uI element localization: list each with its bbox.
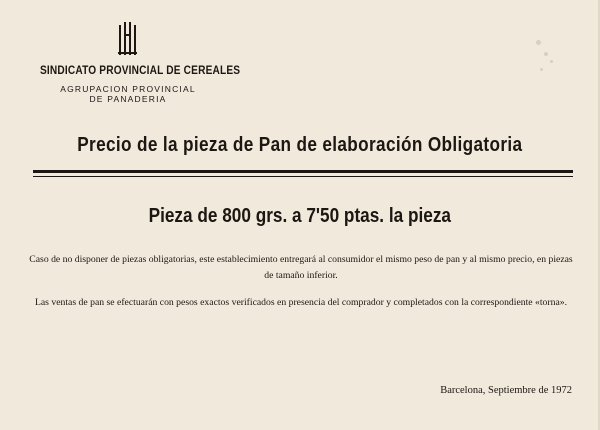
organization-subline-1: AGRUPACION PROVINCIAL [60, 84, 196, 94]
paper-stain [550, 60, 553, 63]
place-date: Barcelona, Septiembre de 1972 [440, 385, 572, 396]
price-line-text: Pieza de 800 grs. a 7'50 ptas. la pieza [148, 205, 452, 227]
title-rule-thin [33, 176, 573, 177]
price-line [0, 205, 600, 228]
paragraph-substitution: Caso de no disponer de piezas obligatorias, este establecimiento entregará al consumidor el mismo peso de pan y al mismo precio, en piezas de tamaño inferior. [29, 254, 573, 281]
paper-stain [536, 40, 541, 45]
organization-header [28, 22, 241, 104]
paper-stain [540, 68, 543, 71]
syndicate-emblem-icon [117, 22, 139, 58]
notice-title [0, 134, 600, 157]
paper-stain [544, 52, 548, 56]
organization-name: SINDICATO PROVINCIAL DE CEREALES [40, 65, 241, 77]
organization-subline-2: DE PANADERIA [89, 94, 167, 104]
title-rule-thick [33, 170, 573, 173]
paragraph-weights: Las ventas de pan se efectuarán con pesos exactos verificados en presencia del comprador y completados con la correspondiente «torna». [34, 297, 568, 308]
notice-title-text: Precio de la pieza de Pan de elaboración Obligatoria [77, 134, 523, 156]
